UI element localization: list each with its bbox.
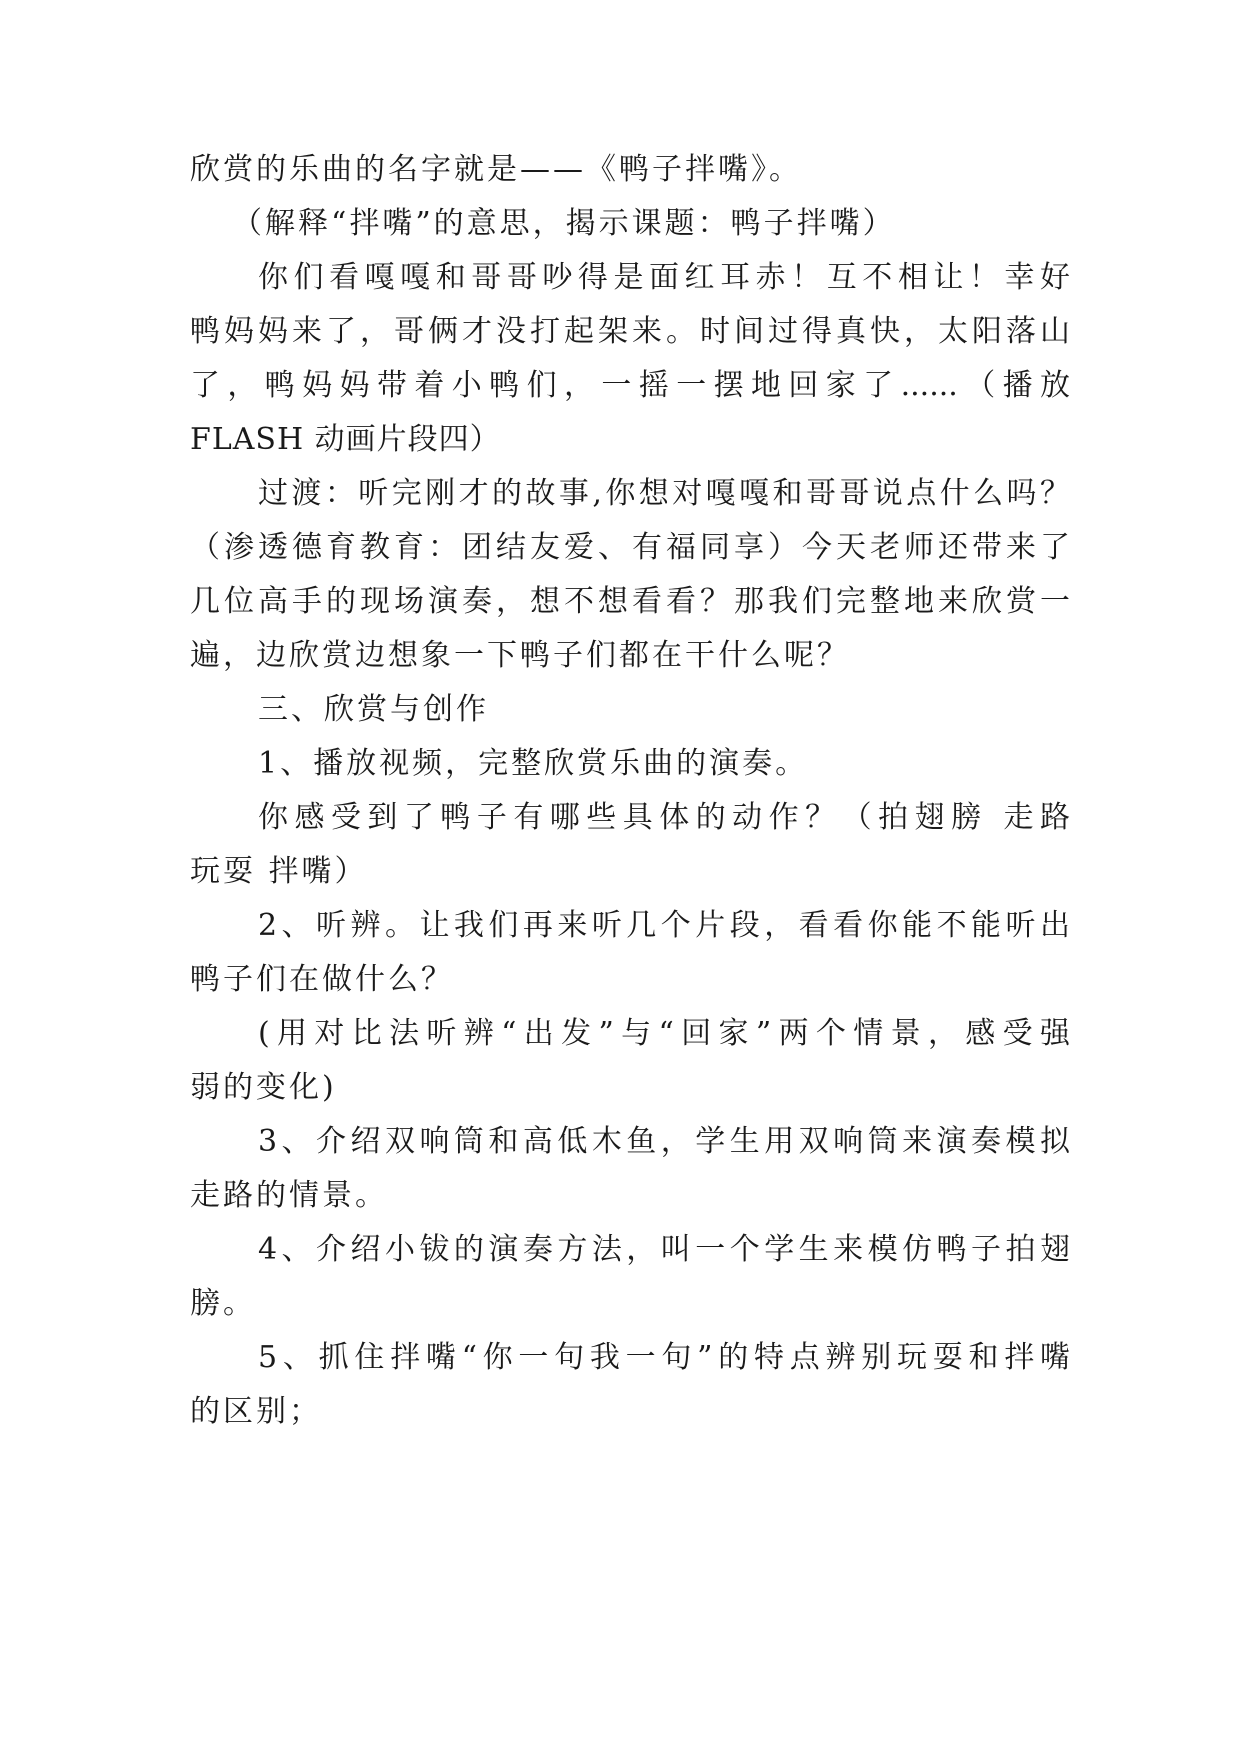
- text-line: 你感受到了鸭子有哪些具体的动作？（拍翅膀 走路: [258, 800, 1070, 835]
- text-line: 走路的情景。: [190, 1178, 388, 1213]
- text-line: 的区别；: [190, 1394, 322, 1429]
- text-line: （渗透德育教育：团结友爱、有福同享）今天老师还带来了: [190, 530, 1070, 565]
- section-heading: 三、欣赏与创作: [258, 692, 489, 727]
- text-line: 2、听辨。让我们再来听几个片段，看看你能不能听出: [258, 908, 1070, 943]
- text-line: 鸭妈妈来了，哥俩才没打起架来。时间过得真快，太阳落山: [190, 314, 1070, 349]
- text-line: 过渡：听完刚才的故事,你想对嘎嘎和哥哥说点什么吗？: [258, 476, 1070, 511]
- text-line: 3、介绍双响筒和高低木鱼，学生用双响筒来演奏模拟: [258, 1124, 1070, 1159]
- text-line: 5、抓住拌嘴“你一句我一句”的特点辨别玩耍和拌嘴: [258, 1340, 1070, 1375]
- text-line: 弱的变化): [190, 1070, 337, 1105]
- text-line: 鸭子们在做什么？: [190, 962, 454, 997]
- text-line: 4、介绍小钹的演奏方法，叫一个学生来模仿鸭子拍翅: [258, 1232, 1070, 1267]
- text-line: 几位高手的现场演奏，想不想看看？那我们完整地来欣赏一: [190, 584, 1070, 619]
- text-line: 了，鸭妈妈带着小鸭们，一摇一摆地回家了......（播放: [190, 368, 1070, 403]
- text-line: (用对比法听辨“出发”与“回家”两个情景，感受强: [258, 1016, 1070, 1051]
- text-line: FLASH 动画片段四）: [190, 422, 501, 457]
- text-line: 玩耍 拌嘴）: [190, 854, 368, 889]
- text-line: （解释“拌嘴”的意思，揭示课题：鸭子拌嘴）: [232, 206, 896, 241]
- text-line: 你们看嘎嘎和哥哥吵得是面红耳赤！互不相让！幸好: [258, 260, 1070, 295]
- text-line: 膀。: [190, 1286, 256, 1321]
- text-line: 1、播放视频，完整欣赏乐曲的演奏。: [258, 746, 809, 781]
- text-line: 欣赏的乐曲的名字就是——《鸭子拌嘴》。: [190, 152, 802, 187]
- text-line: 遍，边欣赏边想象一下鸭子们都在干什么呢？: [190, 638, 850, 673]
